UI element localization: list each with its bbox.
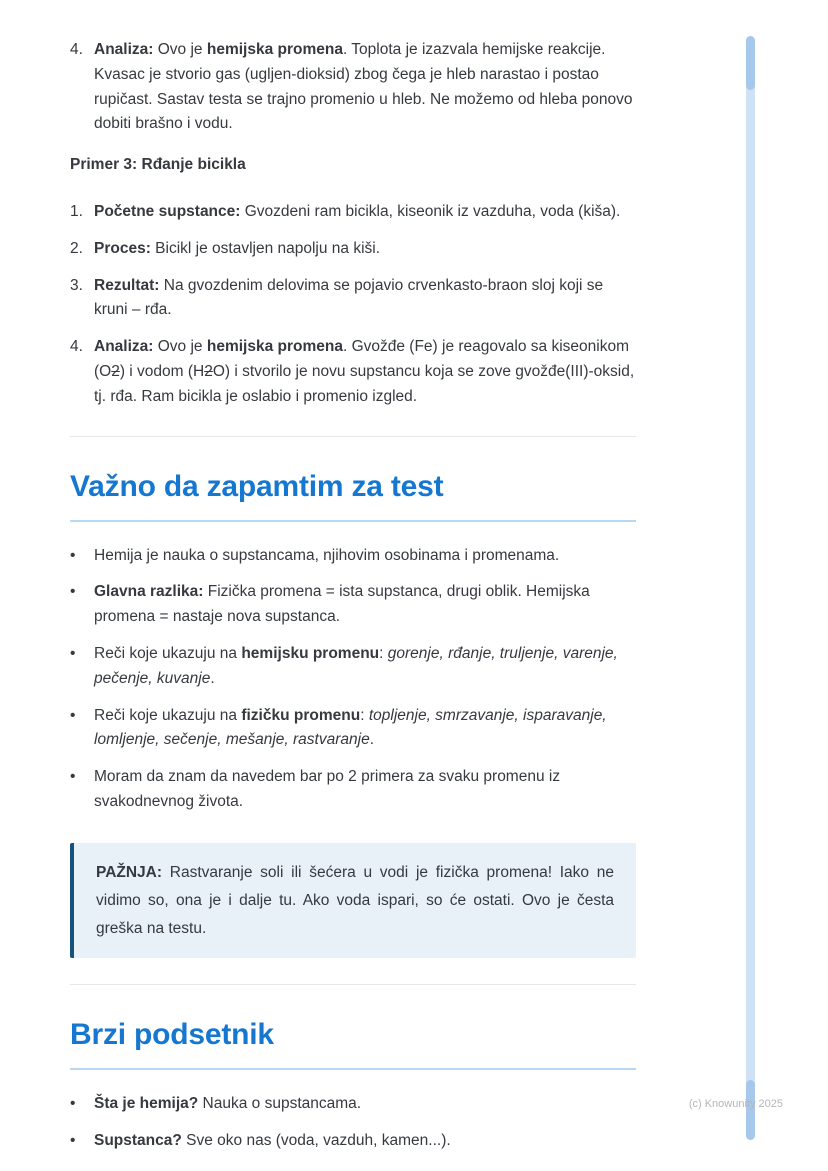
section-divider <box>70 984 636 985</box>
list-item-text: Proces: Bicikl je ostavljen napolju na kiši. <box>94 239 381 257</box>
section-vazno <box>70 463 636 959</box>
list-item <box>70 38 636 137</box>
list-item-number: 4. <box>70 338 83 356</box>
list-item-text: • Supstanca? Sve oko nas (voda, vazduh, kamen...). <box>94 1132 451 1150</box>
scrollbar-thumb-bottom[interactable] <box>746 1080 755 1140</box>
list-item <box>70 544 636 569</box>
list-item <box>70 580 636 630</box>
list-item-text: • Moram da znam da navedem bar po 2 primera za svaku promenu iz svakodnevnog života. <box>94 768 561 810</box>
section-brzi <box>70 1011 636 1154</box>
list-item-number: 3. <box>70 276 83 294</box>
section-title-brzi: Brzi podsetnik <box>70 1011 636 1070</box>
list-item-text: Analiza: Ovo je hemijska promena. Gvožđe (Fe) je reagovalo sa kiseonikom (O2) i vodom (H2O) i stvorilo je novu supstancu koja se zove gvožđe(III)-oksid, tj. rđa. Ram bicikla je oslabio i promenio izgled. <box>94 338 635 405</box>
footer-copyright: (c) Knowunity 2025 <box>688 1098 783 1110</box>
analysis-list-continued <box>70 38 636 137</box>
primer3-heading: Primer 3: Rđanje bicikla <box>70 156 246 174</box>
list-item-number: 1. <box>70 202 83 220</box>
list-item-text: • Hemija je nauka o supstancama, njihovim osobinama i promenama. <box>94 546 560 564</box>
list-item-number: 4. <box>70 41 83 58</box>
scrollbar-thumb-top[interactable] <box>746 36 755 90</box>
list-item-text: • Reči koje ukazuju na fizičku promenu: topljenje, smrzavanje, isparavanje, lomljenje, sečenje, mešanje, rastvaranje. <box>94 706 607 749</box>
list-item-text: • Šta je hemija? Nauka o supstancama. <box>94 1095 362 1113</box>
list-item-text: Početne supstance: Gvozdeni ram bicikla, kiseonik iz vazduha, voda (kiša). <box>94 202 621 220</box>
list-item-text: • Glavna razlika: Fizička promena = ista supstanca, drugi oblik. Hemijska promena = nastaje nova supstanca. <box>94 583 590 626</box>
list-item <box>70 274 636 324</box>
list-item <box>70 335 636 409</box>
list-item-text: Rezultat: Na gvozdenim delovima se pojavio crvenkasto-braon sloj koji se kruni – rđa. <box>94 276 604 319</box>
list-item <box>70 765 636 815</box>
scrollbar-track[interactable] <box>746 36 755 1140</box>
list-item <box>70 1129 636 1154</box>
list-item <box>70 1092 636 1117</box>
vazno-bullet-list <box>70 544 636 815</box>
list-item <box>70 642 636 692</box>
list-item-text: Analiza: Ovo je hemijska promena. Toplota je izazvala hemijske reakcije. Kvasac je stvorio gas (ugljen-dioksid) zbog čega je hleb narastao i postao rupičast. Sastav testa se trajno promenio u hleb. Ne možemo od hleba ponovo dobiti brašno i vodu. <box>94 41 633 133</box>
section-divider <box>70 436 636 437</box>
primer3-list <box>70 200 636 410</box>
list-item <box>70 200 636 225</box>
warning-callout <box>70 843 636 959</box>
list-item-text: • Reči koje ukazuju na hemijsku promenu: gorenje, rđanje, truljenje, varenje, pečenje, kuvanje. <box>94 644 618 687</box>
list-item <box>70 704 636 754</box>
list-item-number: 2. <box>70 239 83 257</box>
brzi-bullet-list <box>70 1092 636 1154</box>
warning-callout-text: PAŽNJA: Rastvaranje soli ili šećera u vodi je fizička promena! Iako ne vidimo so, ona je i dalje tu. Ako voda ispari, so će ostati. Ovo je česta greška na testu. <box>96 863 614 937</box>
section-title-vazno: Važno da zapamtim za test <box>70 463 636 522</box>
list-item <box>70 237 636 262</box>
document-content <box>70 38 636 1166</box>
